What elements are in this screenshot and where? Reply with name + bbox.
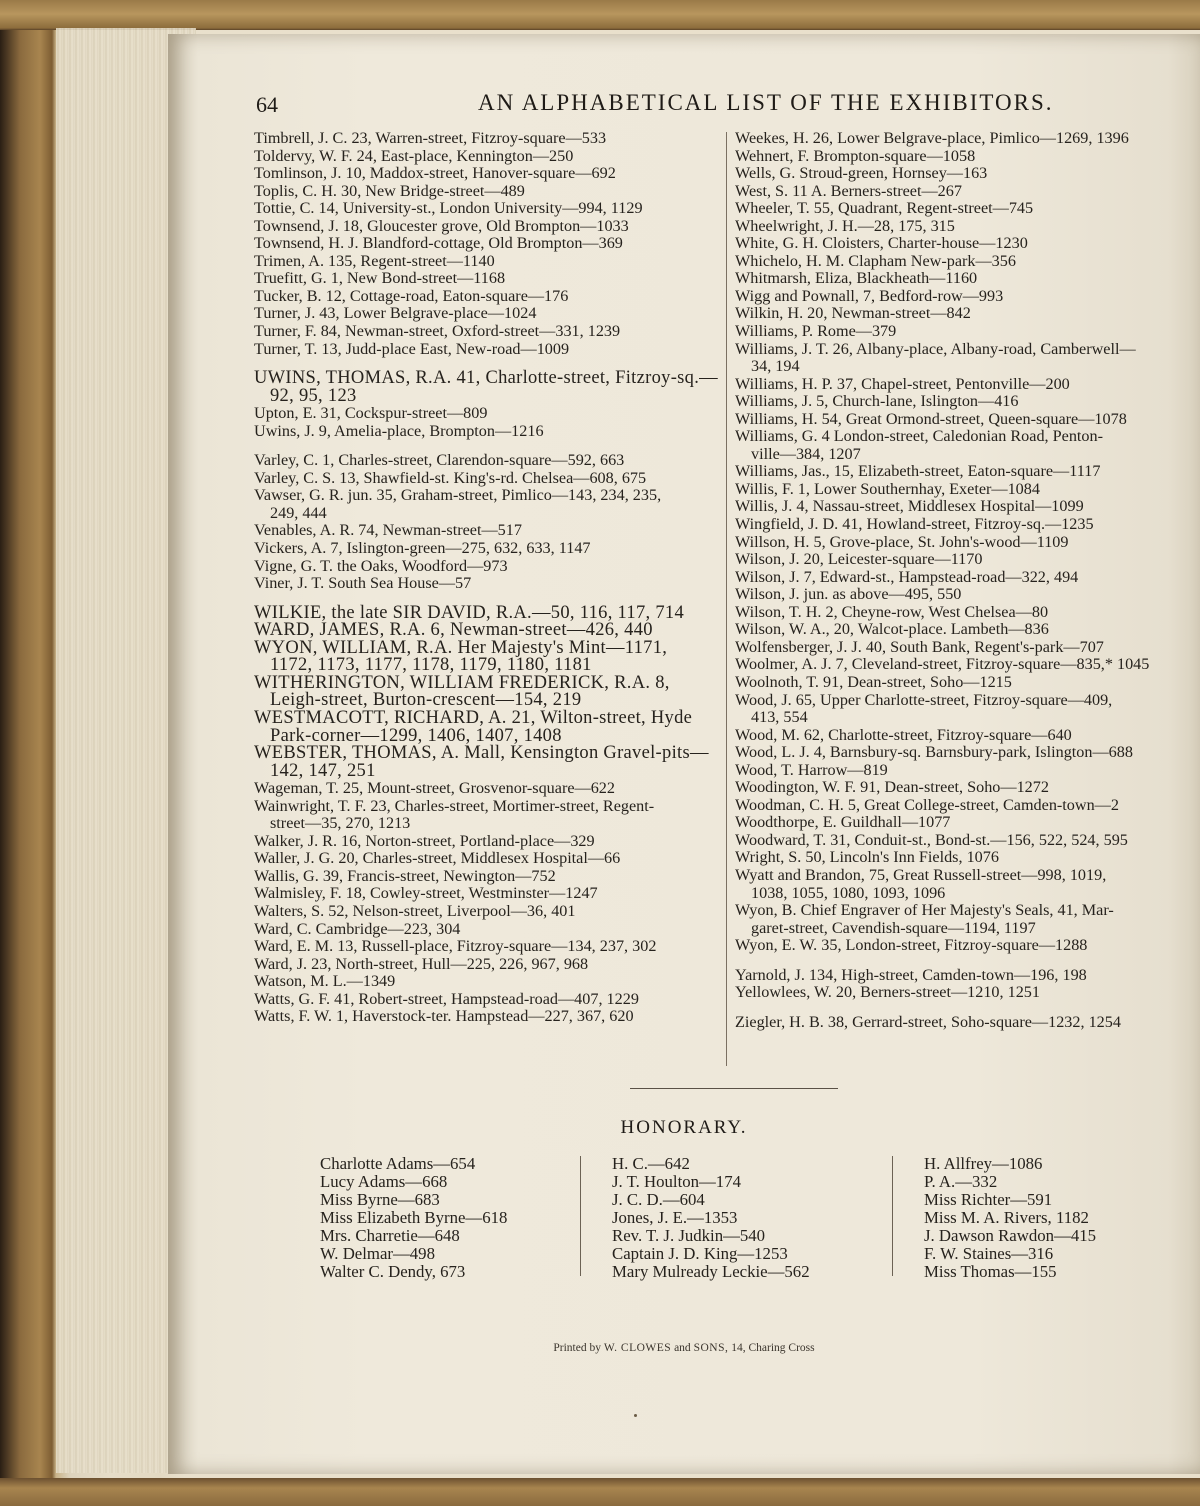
honorary-entry: P. A.—332 [924,1172,998,1191]
entry-text: Wallis, G. 39, Francis-street, Newington—752 [254,866,556,885]
entry-text: Wood, T. Harrow—819 [735,760,888,779]
section-rule [630,1088,838,1089]
exhibitor-entry [735,235,1195,253]
exhibitor-entry [735,341,1195,376]
entry-text: Vawser, G. R. jun. 35, Graham-street, Pimlico—143, 234, 235, [254,486,662,505]
exhibitor-entry [735,428,1195,463]
entry-text: Walker, J. R. 16, Norton-street, Portland-place—329 [254,831,595,850]
entry-text: Woodward, T. 31, Conduit-st., Bond-st.—156, 522, 524, 595 [735,830,1128,849]
exhibitor-entry [735,288,1195,306]
honorary-entry: Miss Thomas—155 [924,1262,1057,1281]
exhibitor-entry [254,540,724,558]
exhibitor-entry [735,967,1195,985]
entry-text: Ward, E. M. 13, Russell-place, Fitzroy-square—134, 237, 302 [254,937,657,956]
exhibitor-entry [735,656,1195,674]
exhibitor-entry [254,938,724,956]
exhibitor-entry [735,516,1195,534]
exhibitor-entry [735,779,1195,797]
entry-text: Viner, J. T. South Sea House—57 [254,574,472,593]
entry-text: Whitmarsh, Eliza, Blackheath—1160 [735,269,978,288]
honorary-entry: Mrs. Charretie—648 [320,1226,460,1245]
exhibitor-entry [254,470,724,488]
entry-text: Turner, T. 13, Judd-place East, New-road—1009 [254,339,570,358]
entry-text: Wainwright, T. F. 23, Charles-street, Mortimer-street, Regent- [254,796,655,815]
exhibitor-entry [254,253,724,271]
honorary-entry: Miss Richter—591 [924,1190,1053,1209]
entry-text: Weekes, H. 26, Lower Belgrave-place, Pimlico—1269, 1396 [735,129,1129,147]
entry-text: Wilson, W. A., 20, Walcot-place. Lambeth—836 [735,620,1049,639]
exhibitor-entry [254,305,724,323]
exhibitor-entry [735,937,1195,955]
exhibitor-entry [254,405,724,423]
entry-text: Walters, S. 52, Nelson-street, Liverpool—36, 401 [254,901,576,920]
entry-text: Wood, L. J. 4, Barnsbury-sq. Barnsbury-park, Islington—688 [735,743,1133,762]
honorary-column-3 [924,1155,1174,1281]
exhibitor-entry [735,130,1195,148]
entry-continuation: 1172, 1173, 1177, 1178, 1179, 1180, 1181 [270,655,592,676]
entry-continuation: Park-corner—1299, 1406, 1407, 1408 [270,725,562,746]
honorary-entry: Rev. T. J. Judkin—540 [612,1226,766,1245]
honorary-entry: F. W. Staines—316 [924,1244,1054,1263]
exhibitor-entry [254,200,724,218]
exhibitor-entry [254,745,724,780]
entry-text: Yarnold, J. 134, High-street, Camden-town—196, 198 [735,965,1087,984]
honorary-column-1 [320,1155,570,1281]
entry-continuation: garet-street, Cavendish-square—1194, 1197 [751,918,1036,937]
entry-text: Wheeler, T. 55, Quadrant, Regent-street—745 [735,199,1034,218]
exhibitor-entry [735,165,1195,183]
entry-text: Townsend, H. J. Blandford-cottage, Old Brompton—369 [254,234,623,253]
entry-text: Woolmer, A. J. 7, Cleveland-street, Fitzroy-square—835,* 1045 [735,655,1150,674]
exhibitor-entry [735,586,1195,604]
entry-text: Vickers, A. 7, Islington-green—275, 632, 633, 1147 [254,539,591,558]
entry-text: Turner, J. 43, Lower Belgrave-place—1024 [254,304,537,323]
entry-text: Williams, H. 54, Great Ormond-street, Queen-square—1078 [735,409,1127,428]
exhibitor-entry [735,218,1195,236]
entry-text: West, S. 11 A. Berners-street—267 [735,181,962,200]
entry-text: Wright, S. 50, Lincoln's Inn Fields, 1076 [735,848,999,867]
honorary-heading: HONORARY. [620,1117,748,1138]
exhibitor-entry [735,867,1195,902]
book-binding-bottom [0,1478,1200,1506]
entry-continuation: 142, 147, 251 [270,760,376,781]
exhibitor-entry [735,621,1195,639]
exhibitor-entry [735,727,1195,745]
exhibitor-entry [735,305,1195,323]
entry-text: Turner, F. 84, Newman-street, Oxford-street—331, 1239 [254,322,621,341]
exhibitor-entry [254,956,724,974]
entry-text: Watson, M. L.—1349 [254,972,396,991]
exhibitor-entry [254,991,724,1009]
exhibitor-entry [735,569,1195,587]
exhibitor-entry [735,797,1195,815]
exhibitor-entry [254,130,724,148]
entry-text: Townsend, J. 18, Gloucester grove, Old Brompton—1033 [254,216,629,235]
exhibitor-entry [735,551,1195,569]
exhibitor-entry [254,183,724,201]
exhibitor-entry [735,762,1195,780]
imprint-prefix: Printed by [553,1342,601,1354]
printer-imprint [168,1342,1200,1354]
entry-text: Wheelwright, J. H.—28, 175, 315 [735,216,955,235]
exhibitor-entry [254,780,724,798]
honorary-entry: J. Dawson Rawdon—415 [924,1226,1096,1245]
entry-text: Woodthorpe, E. Guildhall—1077 [735,813,951,832]
entry-text: Whichelo, H. M. Clapham New-park—356 [735,251,1016,270]
entry-text: Varley, C. S. 13, Shawfield-st. King's-rd. Chelsea—608, 675 [254,468,647,487]
imprint-name: W. CLOWES [603,1342,672,1354]
right-column [735,130,1195,1031]
entry-text: Williams, J. T. 26, Albany-place, Albany-road, Camberwell— [735,339,1136,358]
exhibitor-entry [254,423,724,441]
entry-text: Wyon, E. W. 35, London-street, Fitzroy-square—1288 [735,936,1088,955]
entry-text: White, G. H. Cloisters, Charter-house—1230 [735,234,1028,253]
exhibitor-entry [254,148,724,166]
entry-text: Walmisley, F. 18, Cowley-street, Westminster—1247 [254,884,598,903]
honorary-entry: J. C. D.—604 [612,1190,705,1209]
honorary-entry: H. C.—642 [612,1154,690,1173]
entry-continuation: Leigh-street, Burton-crescent—154, 219 [270,690,582,711]
entry-text: WITHERINGTON, WILLIAM FREDERICK, R.A. 8, [254,672,670,693]
honorary-entry: Miss M. A. Rivers, 1182 [924,1208,1089,1227]
entry-text: Vigne, G. T. the Oaks, Woodford—973 [254,556,508,575]
running-head: AN ALPHABETICAL LIST OF THE EXHIBITORS. [478,90,1054,115]
entry-continuation: ville—384, 1207 [751,444,861,463]
exhibitor-entry [254,165,724,183]
entry-text: Wingfield, J. D. 41, Howland-street, Fitzroy-sq.—1235 [735,515,1094,534]
book-page [168,34,1200,1474]
entry-text: Trimen, A. 135, Regent-street—1140 [254,251,495,270]
entry-text: Woodington, W. F. 91, Dean-street, Soho—1272 [735,778,1049,797]
exhibitor-entry [735,1014,1195,1032]
entry-text: Wood, J. 65, Upper Charlotte-street, Fitzroy-square—409, [735,690,1113,709]
entry-text: Truefitt, G. 1, New Bond-street—1168 [254,269,506,288]
entry-text: Woolnoth, T. 91, Dean-street, Soho—1215 [735,672,1012,691]
entry-text: Wilson, J. 20, Leicester-square—1170 [735,550,983,569]
exhibitor-entry [735,692,1195,727]
exhibitor-entry [735,604,1195,622]
exhibitor-entry [254,575,724,593]
exhibitor-entry [735,183,1195,201]
entry-text: Watts, F. W. 1, Haverstock-ter. Hampstead—227, 367, 620 [254,1007,634,1026]
exhibitor-entry [735,639,1195,657]
honorary-entry: W. Delmar—498 [320,1244,435,1263]
entry-text: WARD, JAMES, R.A. 6, Newman-street—426, 440 [254,620,653,641]
entry-text: Wyatt and Brandon, 75, Great Russell-street—998, 1019, [735,865,1107,884]
page-number: 64 [256,92,278,117]
exhibitor-entry [735,148,1195,166]
exhibitor-entry [735,674,1195,692]
entry-text: Varley, C. 1, Charles-street, Clarendon-square—592, 663 [254,451,625,470]
entry-continuation: 92, 95, 123 [270,385,357,406]
entry-text: Wigg and Pownall, 7, Bedford-row—993 [735,286,1004,305]
entry-text: Watts, G. F. 41, Robert-street, Hampstead-road—407, 1229 [254,989,639,1008]
exhibitor-entry [735,411,1195,429]
exhibitor-entry [254,323,724,341]
exhibitor-entry [735,849,1195,867]
honorary-entry: Miss Byrne—683 [320,1190,440,1209]
entry-text: Tomlinson, J. 10, Maddox-street, Hanover-square—692 [254,164,616,183]
exhibitor-entry [254,1008,724,1026]
entry-text: Wells, G. Stroud-green, Hornsey—163 [735,164,988,183]
exhibitor-entry [735,253,1195,271]
exhibitor-entry [735,984,1195,1002]
entry-text: Toplis, C. H. 30, New Bridge-street—489 [254,181,525,200]
imprint-address: 14, Charing Cross [731,1342,815,1354]
honorary-entry: Miss Elizabeth Byrne—618 [320,1208,508,1227]
entry-text: Wilson, J. jun. as above—495, 550 [735,585,962,604]
exhibitor-entry [254,868,724,886]
exhibitor-entry [254,798,724,833]
entry-text: Venables, A. R. 74, Newman-street—517 [254,521,522,540]
entry-text: Timbrell, J. C. 23, Warren-street, Fitzroy-square—533 [254,129,607,147]
entry-text: Upton, E. 31, Cockspur-street—809 [254,404,488,423]
entry-text: Ziegler, H. B. 38, Gerrard-street, Soho-square—1232, 1254 [735,1012,1121,1031]
exhibitor-entry [254,558,724,576]
exhibitor-entry [735,200,1195,218]
column-divider [726,132,727,1066]
entry-text: Wilson, T. H. 2, Cheyne-row, West Chelsea—80 [735,602,1049,621]
entry-text: Wyon, B. Chief Engraver of Her Majesty's Seals, 41, Mar- [735,901,1114,920]
left-column [254,130,724,1026]
exhibitor-entry [735,744,1195,762]
exhibitor-entry [254,637,724,676]
exhibitor-entry [735,534,1195,552]
exhibitor-entry [735,270,1195,288]
honorary-entry: Walter C. Dendy, 673 [320,1262,466,1281]
entry-text: UWINS, THOMAS, R.A. 41, Charlotte-street, Fitzroy-sq.— [254,368,718,389]
entry-text: Williams, Jas., 15, Elizabeth-street, Eaton-square—1117 [735,462,1101,481]
exhibitor-entry [735,814,1195,832]
honorary-entry: Mary Mulready Leckie—562 [612,1262,810,1281]
honorary-entry: Lucy Adams—668 [320,1172,448,1191]
entry-continuation: 249, 444 [270,503,327,522]
entry-text: WESTMACOTT, RICHARD, A. 21, Wilton-street, Hyde [254,707,693,728]
exhibitor-entry [735,832,1195,850]
exhibitor-entry [735,481,1195,499]
entry-text: Uwins, J. 9, Amelia-place, Brompton—1216 [254,421,544,440]
honorary-entry: Jones, J. E.—1353 [612,1208,738,1227]
entry-text: WEBSTER, THOMAS, A. Mall, Kensington Gravel-pits— [254,743,709,764]
exhibitor-entry [254,885,724,903]
entry-text: Wehnert, F. Brompton-square—1058 [735,146,976,165]
entry-text: Willis, J. 4, Nassau-street, Middlesex Hospital—1099 [735,497,1084,516]
exhibitor-entry [254,487,724,522]
book-binding-top [0,0,1200,30]
exhibitor-entry [254,218,724,236]
entry-text: WYON, WILLIAM, R.A. Her Majesty's Mint—1171, [254,637,668,658]
entry-text: Toldervy, W. F. 24, East-place, Kennington—250 [254,146,574,165]
exhibitor-entry [254,672,724,711]
entry-text: Waller, J. G. 20, Charles-street, Middlesex Hospital—66 [254,849,621,868]
entry-text: Tottie, C. 14, University-st., London University—994, 1129 [254,199,643,218]
entry-text: Willis, F. 1, Lower Southernhay, Exeter—1084 [735,479,1040,498]
honorary-entry: Charlotte Adams—654 [320,1154,476,1173]
entry-text: Ward, C. Cambridge—223, 304 [254,919,461,938]
exhibitor-entry [735,902,1195,937]
exhibitor-entry [254,921,724,939]
entry-continuation: 34, 194 [751,357,800,376]
entry-text: Yellowlees, W. 20, Berners-street—1210, 1251 [735,983,1040,1002]
entry-text: Williams, G. 4 London-street, Caledonian Road, Penton- [735,427,1103,446]
exhibitor-entry [254,341,724,359]
honorary-entry: H. Allfrey—1086 [924,1154,1043,1173]
paper-spot [634,1414,637,1417]
honorary-divider [580,1156,581,1276]
entry-text: Willson, H. 5, Grove-place, St. John's-wood—1109 [735,532,1069,551]
exhibitor-entry [735,498,1195,516]
entry-continuation: street—35, 270, 1213 [270,814,411,833]
exhibitor-entry [254,850,724,868]
imprint-and: and [674,1342,691,1354]
entry-text: Wilson, J. 7, Edward-st., Hampstead-road—322, 494 [735,567,1079,586]
exhibitor-entry [254,707,724,746]
exhibitor-entry [254,370,724,405]
exhibitor-entry [254,288,724,306]
entry-continuation: 1038, 1055, 1080, 1093, 1096 [751,883,946,902]
exhibitor-entry [254,973,724,991]
exhibitor-entry [735,376,1195,394]
exhibitor-entry [735,323,1195,341]
entry-continuation: 413, 554 [751,708,808,727]
entry-text: WILKIE, the late SIR DAVID, R.A.—50, 116, 117, 714 [254,602,685,623]
entry-text: Wood, M. 62, Charlotte-street, Fitzroy-square—640 [735,725,1072,744]
honorary-column-2 [612,1155,882,1281]
imprint-name2: SONS, [693,1342,729,1354]
entry-text: Wilkin, H. 20, Newman-street—842 [735,304,971,323]
entry-text: Ward, J. 23, North-street, Hull—225, 226, 967, 968 [254,954,589,973]
entry-text: Woodman, C. H. 5, Great College-street, Camden-town—2 [735,795,1119,814]
exhibitor-entry [254,235,724,253]
honorary-entry: Captain J. D. King—1253 [612,1244,788,1263]
honorary-divider [892,1156,893,1276]
entry-text: Williams, H. P. 37, Chapel-street, Pentonville—200 [735,374,1070,393]
entry-text: Wolfensberger, J. J. 40, South Bank, Regent's-park—707 [735,637,1104,656]
entry-text: Williams, J. 5, Church-lane, Islington—416 [735,392,1019,411]
honorary-entry: J. T. Houlton—174 [612,1172,741,1191]
exhibitor-entry [254,270,724,288]
entry-text: Williams, P. Rome—379 [735,322,897,341]
exhibitor-entry [254,833,724,851]
exhibitor-entry [254,522,724,540]
exhibitor-entry [254,452,724,470]
exhibitor-entry [735,393,1195,411]
exhibitor-entry [735,463,1195,481]
entry-text: Wageman, T. 25, Mount-street, Grosvenor-square—622 [254,779,615,798]
entry-text: Tucker, B. 12, Cottage-road, Eaton-square—176 [254,286,569,305]
exhibitor-entry [254,903,724,921]
